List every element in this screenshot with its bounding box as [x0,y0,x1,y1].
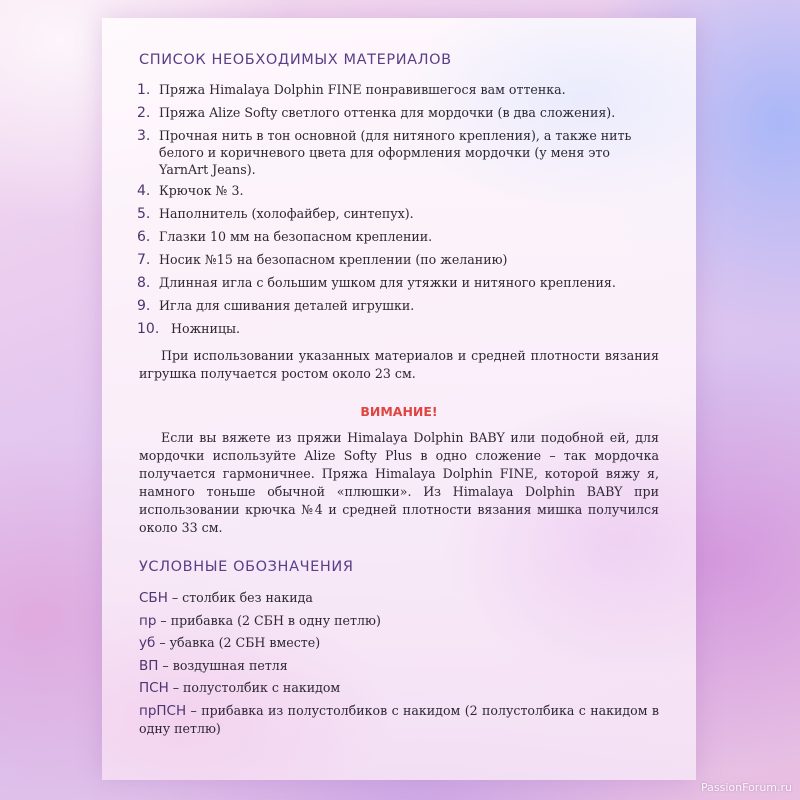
item-number: 8. [137,275,151,291]
list-item [137,126,657,178]
list-item [137,181,657,201]
item-number: 7. [137,252,151,268]
legend-abbr: уб [139,635,156,651]
item-number: 4. [137,183,151,199]
item-text: Глазки 10 мм на безопасном креплении. [159,229,433,244]
legend-item [139,612,659,630]
item-text: Пряжа Himalaya Dolphin FINE понравившегося вам оттенка. [159,82,566,97]
item-number: 2. [137,105,151,121]
legend-definition: – прибавка (2 СБН в одну петлю) [156,612,381,628]
list-item [137,103,657,123]
legend-abbr: прПСН [139,702,187,719]
list-item [137,296,657,316]
item-text: Прочная нить в тон основной (для нитяного крепления), а также нить белого и коричневого цвета для оформления мордочки (у меня это YarnArt Jeans). [159,128,632,177]
legend-abbr: пр [139,612,157,629]
list-item [137,319,657,339]
item-number: 9. [137,298,151,314]
legend-list [139,589,659,738]
item-text: Ножницы. [171,321,241,336]
item-number: 5. [137,206,151,222]
item-text: Длинная игла с большим ушком для утяжки и нитяного крепления. [159,275,616,290]
legend-item [139,589,659,607]
item-text: Носик №15 на безопасном креплении (по желанию) [159,252,508,267]
item-number: 6. [137,229,151,245]
legend-item [139,634,659,652]
list-item [137,273,657,293]
legend-item [139,679,659,697]
list-item [137,227,657,247]
legend-definition: – полустолбик с накидом [168,680,341,695]
item-text: Крючок № 3. [159,183,244,198]
legend-definition: – прибавка из полустолбиков с накидом (2 полустолбика с накидом в одну петлю) [139,702,659,736]
item-number: 1. [137,82,151,98]
legend-abbr: ПСН [139,680,169,696]
legend-abbr: ВП [139,657,159,674]
item-number: 10. [137,321,160,337]
materials-heading: СПИСОК НЕОБХОДИМЫХ МАТЕРИАЛОВ [139,52,452,68]
warning-heading: ВИМАНИЕ! [360,404,438,419]
legend-item [139,702,659,738]
warning-text: Если вы вяжете из пряжи Himalaya Dolphin BABY или подобной ей, для мордочки используйте Alize Softy Plus в одно сложение – так мордочка получается гармоничнее. Пряжа Himalaya Dolphin FINE, которой вяжу я, намного тоньше обычной «плюшки». Из Himalaya Dolphin BABY при использовании крючка №4 и средней плотности вязания мишка получился около 33 см. [139,430,659,535]
legend-abbr: СБН [139,590,168,606]
item-number: 3. [137,128,151,144]
item-text: Наполнитель (холофайбер, синтепух). [159,206,414,221]
legend-definition: – столбик без накида [167,590,313,605]
legend-heading: УСЛОВНЫЕ ОБОЗНАЧЕНИЯ [139,559,354,575]
toy-height-note: При использовании указанных материалов и средней плотности вязания игрушка получается ростом около 23 см. [139,348,659,381]
legend-definition: – убавка (2 СБН вместе) [155,635,321,650]
legend-item [139,657,659,675]
legend-definition: – воздушная петля [158,657,288,673]
document-page [102,18,696,780]
site-watermark: PassionForum.ru [701,781,792,794]
list-item [137,204,657,224]
list-item [137,80,657,100]
materials-list [137,80,657,339]
list-item [137,250,657,270]
item-text: Игла для сшивания деталей игрушки. [159,298,415,313]
item-text: Пряжа Alize Softy светлого оттенка для мордочки (в два сложения). [159,105,616,120]
